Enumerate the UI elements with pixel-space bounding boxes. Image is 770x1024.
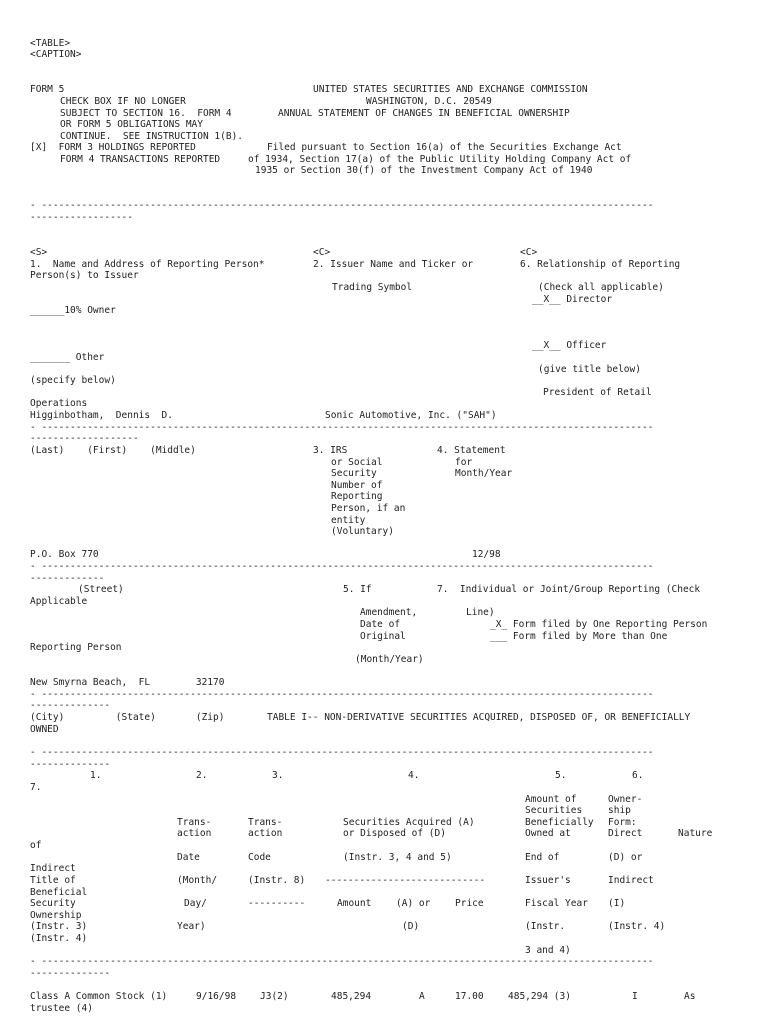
col6-header: Owner- [608, 794, 643, 805]
separator-rule: - ----------------------------------------------------------------------------------------------------------- [30, 422, 654, 433]
col3-header: (Instr. 8) [248, 875, 306, 886]
item7-line-label: Line) [466, 607, 495, 618]
director-checkbox: __X__ Director [532, 294, 613, 305]
item6-label: 6. Relationship of Reporting [520, 259, 681, 270]
more-reporting-persons-option: ___ Form filed by More than One [490, 631, 668, 642]
col2-header: Date [177, 852, 200, 863]
col4-subheader: Price [455, 898, 484, 909]
agency-name: UNITED STATES SECURITIES AND EXCHANGE COMMISSION [313, 84, 588, 95]
col1-header: Indirect [30, 863, 76, 874]
item7-label: 7. Individual or Joint/Group Reporting (Check [437, 584, 701, 595]
item4-line: Month/Year [455, 468, 513, 479]
item3-line: Reporting [331, 491, 383, 502]
col1-header: of [30, 840, 42, 851]
col-number: 4. [408, 770, 420, 781]
item3-line: 3. IRS [313, 445, 348, 456]
table-tag: <TABLE> [30, 38, 71, 49]
item5-month-year: (Month/Year) [355, 654, 424, 665]
check-box-line-2: SUBJECT TO SECTION 16. FORM 4 [60, 108, 232, 119]
col-number: 7. [30, 782, 42, 793]
item2-label: 2. Issuer Name and Ticker or [313, 259, 474, 270]
issuer-name: Sonic Automotive, Inc. ("SAH") [325, 410, 497, 421]
separator-rule: - ----------------------------------------------------------------------------------------------------------- [30, 561, 654, 572]
reporting-person-name: Higginbotham, Dennis D. [30, 410, 173, 421]
col5-header: (Instr. [525, 921, 566, 932]
col-number: 3. [272, 770, 284, 781]
col-number: 2. [196, 770, 208, 781]
holdings-reported: [X] FORM 3 HOLDINGS REPORTED [30, 142, 196, 153]
col6-header: ship [608, 805, 631, 816]
col5-header: Issuer's [525, 875, 571, 886]
col3-header: Code [248, 852, 271, 863]
col4-header: (Instr. 3, 4 and 5) [343, 852, 452, 863]
col1-header: Security [30, 898, 76, 909]
statement-month-year: 12/98 [472, 549, 501, 560]
filed-pursuant-2: of 1934, Section 17(a) of the Public Utility Holding Company Act of [248, 154, 632, 165]
check-box-line-1: CHECK BOX IF NO LONGER [60, 96, 186, 107]
statement-title: ANNUAL STATEMENT OF CHANGES IN BENEFICIAL OWNERSHIP [278, 108, 570, 119]
col6-header: (Instr. 4) [608, 921, 666, 932]
col6-header: Indirect [608, 875, 654, 886]
col4-header: or Disposed of (D) [343, 828, 446, 839]
check-box-line-4: CONTINUE. SEE INSTRUCTION 1(B). [60, 131, 244, 142]
col5-header: Beneficially [525, 817, 594, 828]
col1-header: Title of [30, 875, 76, 886]
item3-line: Security [331, 468, 377, 479]
row-owned-end-of-year: 485,294 (3) [508, 991, 571, 1002]
one-reporting-person-option: _X_ Form filed by One Reporting Person [490, 619, 708, 630]
row-transaction-date: 9/16/98 [196, 991, 237, 1002]
col5-header: Securities [525, 805, 583, 816]
col2-header: (Month/ [177, 875, 218, 886]
officer-title: President of Retail [543, 387, 652, 398]
s-tag: <S> [30, 247, 48, 258]
separator-tail: -------------- [30, 759, 111, 770]
officer-title-cont: Operations [30, 398, 88, 409]
separator-rule: - ----------------------------------------------------------------------------------------------------------- [30, 747, 654, 758]
col1-header: Ownership [30, 910, 82, 921]
officer-checkbox: __X__ Officer [532, 340, 607, 351]
separator-rule: - ----------------------------------------------------------------------------------------------------------- [30, 689, 654, 700]
col5-header: 3 and 4) [525, 945, 571, 956]
col3-header: action [248, 828, 283, 839]
col5-header: Owned at [525, 828, 571, 839]
table1-title: TABLE I-- NON-DERIVATIVE SECURITIES ACQUIRED, DISPOSED OF, OR BENEFICIALLY [267, 712, 691, 723]
col3-header: Trans- [248, 817, 283, 828]
item4-line: for [455, 457, 473, 468]
row-transaction-code: J3(2) [260, 991, 289, 1002]
item2-trading-symbol: Trading Symbol [332, 282, 413, 293]
item3-line: entity [331, 515, 366, 526]
col4-header: Securities Acquired (A) [343, 817, 475, 828]
item4-line: 4. Statement [437, 445, 506, 456]
row-price: 17.00 [455, 991, 484, 1002]
separator-tail: -------------- [30, 968, 111, 979]
name-parts-label: (Last) (First) (Middle) [30, 445, 196, 456]
c-tag-2: <C> [520, 247, 538, 258]
col4-rule: ---------------------------- [325, 875, 486, 886]
row-acquired-disposed: A [419, 991, 425, 1002]
caption-tag: <CAPTION> [30, 49, 82, 60]
c-tag-1: <C> [313, 247, 331, 258]
col2-header: Day/ [184, 898, 207, 909]
check-all-applicable: (Check all applicable) [538, 282, 664, 293]
separator-tail: ------------- [30, 573, 105, 584]
col5-header: Fiscal Year [525, 898, 588, 909]
check-box-line-3: OR FORM 5 OBLIGATIONS MAY [60, 119, 203, 130]
col1-header: Beneficial [30, 887, 88, 898]
filed-pursuant-1: Filed pursuant to Section 16(a) of the Securities Exchange Act [267, 142, 622, 153]
filed-pursuant-3: 1935 or Section 30(f) of the Investment Company Act of 1940 [255, 165, 593, 176]
separator-tail: -------------- [30, 700, 111, 711]
specify-below: (specify below) [30, 375, 116, 386]
col4-subheader: Amount [337, 898, 372, 909]
item3-line: or Social [331, 457, 383, 468]
separator-tail: ------------------ [30, 212, 133, 223]
item3-line: (Voluntary) [331, 526, 394, 537]
po-box: P.O. Box 770 [30, 549, 99, 560]
col7-header: Nature [678, 828, 713, 839]
col2-header: action [177, 828, 212, 839]
separator-rule: - ----------------------------------------------------------------------------------------------------------- [30, 956, 654, 967]
col1-header: (Instr. 4) [30, 933, 88, 944]
col4-subheader: (A) or [396, 898, 431, 909]
city-state-zip-values: New Smyrna Beach, FL 32170 [30, 677, 225, 688]
item3-line: Person, if an [331, 503, 406, 514]
city-state-zip-labels: (City) (State) (Zip) [30, 712, 225, 723]
col-number: 1. [90, 770, 102, 781]
item1-label: 1. Name and Address of Reporting Person* [30, 259, 265, 270]
col3-rule: ---------- [248, 898, 306, 909]
reporting-person-cont: Reporting Person [30, 642, 122, 653]
separator-tail: ------------------- [30, 433, 139, 444]
other-checkbox: _______ Other [30, 352, 105, 363]
col6-header: Form: [608, 817, 637, 828]
give-title-below: (give title below) [538, 364, 641, 375]
item1-label-cont: Person(s) to Issuer [30, 270, 139, 281]
col4-subheader: (D) [402, 921, 420, 932]
form-label: FORM 5 [30, 84, 65, 95]
row-nature: As [684, 991, 696, 1002]
col5-header: Amount of [525, 794, 577, 805]
street-label: (Street) [78, 584, 124, 595]
row-security-title: Class A Common Stock (1) [30, 991, 168, 1002]
table1-title-cont: OWNED [30, 724, 59, 735]
item5-line: Amendment, [360, 607, 418, 618]
col2-header: Year) [177, 921, 206, 932]
col1-header: (Instr. 3) [30, 921, 88, 932]
col6-header: (D) or [608, 852, 643, 863]
col5-header: End of [525, 852, 560, 863]
agency-city: WASHINGTON, D.C. 20549 [366, 96, 492, 107]
item5-line: 5. If [343, 584, 372, 595]
ten-percent-owner: ______10% Owner [30, 305, 116, 316]
col-number: 5. [555, 770, 567, 781]
col6-header: (I) [608, 898, 626, 909]
col-number: 6. [632, 770, 644, 781]
item5-line: Original [360, 631, 406, 642]
transactions-reported: FORM 4 TRANSACTIONS REPORTED [60, 154, 221, 165]
col6-header: Direct [608, 828, 643, 839]
separator-rule: - ----------------------------------------------------------------------------------------------------------- [30, 200, 654, 211]
row-amount: 485,294 [331, 991, 372, 1002]
item3-line: Number of [331, 480, 383, 491]
col2-header: Trans- [177, 817, 212, 828]
row-ownership-form: I [632, 991, 638, 1002]
item5-line: Date of [360, 619, 401, 630]
row-nature-cont: trustee (4) [30, 1003, 93, 1014]
applicable-label: Applicable [30, 596, 88, 607]
